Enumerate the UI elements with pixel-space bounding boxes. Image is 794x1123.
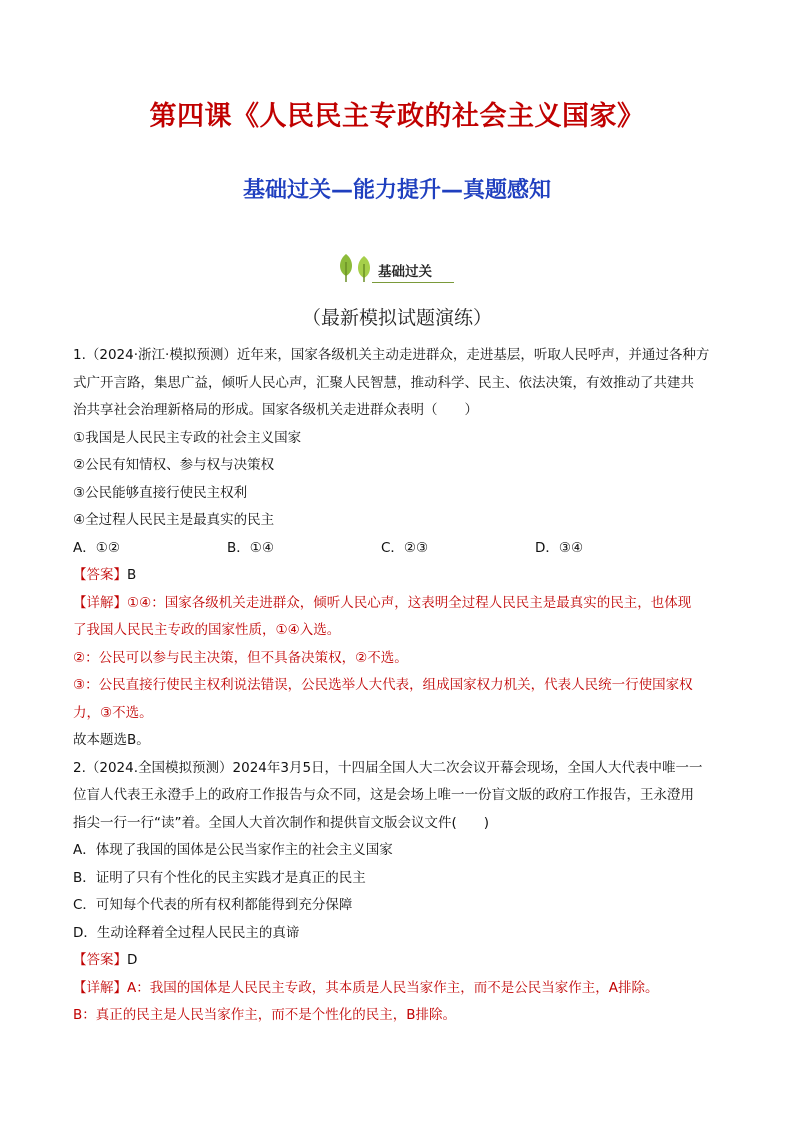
q2-detail — [73, 975, 727, 1003]
page-subtitle: 基础过关—能力提升—真题感知 — [242, 178, 551, 203]
q2-stem-line: 位盲人代表王永澄手上的政府工作报告与众不同，这是会场上唯一一份盲文版的政府工作报告，王永澄用 — [73, 787, 694, 803]
answer-tag: 【答案】 — [73, 952, 127, 968]
q1-option: D．③④ — [535, 539, 584, 556]
question-body — [73, 342, 727, 1030]
q1-detail — [73, 590, 727, 618]
q1-option: C．②③ — [381, 539, 429, 556]
q1-detail-line: ②：公民可以参与民主决策，但不具备决策权，②不选。 — [73, 649, 408, 666]
q1-detail-line: ③：公民直接行使民主权利说法错误，公民选举人大代表，组成国家权力机关，代表人民统一行使国家权 — [73, 677, 693, 693]
q1-options — [73, 535, 727, 563]
q2-option: C．可知每个代表的所有权利都能得到充分保障 — [73, 897, 353, 913]
badge-label: 基础过关 — [378, 264, 432, 280]
section-badge — [334, 252, 458, 286]
q1-item: ②公民有知情权、参与权与决策权 — [73, 457, 275, 473]
detail-tag: 【详解】 — [73, 594, 127, 611]
q2-answer — [73, 947, 727, 975]
answer-value: B — [127, 567, 137, 583]
q1-stem-line: 治共享社会治理新格局的形成。国家各级机关走进群众表明（ ） — [73, 402, 478, 418]
q2-stem-line: 2.（2024.全国模拟预测）2024年3月5日，十四届全国人大二次会议开幕会现场，全国人大代表中唯一一 — [73, 759, 703, 776]
q1-item: ③公民能够直接行使民主权利 — [73, 484, 248, 501]
badge-underline — [372, 282, 454, 283]
q1-stem-line: 1.（2024·浙江·模拟预测）近年来，国家各级机关主动走进群众，走进基层，听取人民呼声，并通过各种方 — [73, 347, 710, 363]
q1-answer — [73, 562, 727, 590]
q1-detail-line: 了我国人民民主专政的国家性质，①④入选。 — [73, 622, 341, 638]
q1-option: A．①② — [73, 539, 120, 556]
q2-stem-line: 指尖一行一行“读”着。全国人大首次制作和提供盲文版会议文件( ) — [73, 814, 490, 831]
detail-text: A：我国的国体是人民民主专政，其本质是人民当家作主，而不是公民当家作主，A排除。 — [127, 979, 659, 996]
page-title: 第四课《人民民主专政的社会主义国家》 — [149, 101, 645, 132]
q2-detail-line: B：真正的民主是人民当家作主，而不是个性化的民主，B排除。 — [73, 1007, 457, 1023]
detail-tag: 【详解】 — [73, 979, 127, 996]
q2-option: B．证明了只有个性化的民主实践才是真正的民主 — [73, 869, 366, 886]
q1-item: ①我国是人民民主专政的社会主义国家 — [73, 429, 302, 446]
answer-value: D — [127, 952, 138, 968]
answer-tag: 【答案】 — [73, 567, 127, 583]
q1-option: B．①④ — [227, 539, 274, 556]
section-subtitle: （最新模拟试题演练） — [301, 307, 492, 329]
tree-icon — [334, 252, 378, 284]
q1-detail-line: 力，③不选。 — [73, 704, 153, 721]
q2-option: D．生动诠释着全过程人民民主的真谛 — [73, 924, 300, 941]
q1-item: ④全过程人民民主是最真实的民主 — [73, 512, 275, 528]
q2-option: A．体现了我国的国体是公民当家作主的社会主义国家 — [73, 842, 393, 858]
q1-stem-line: 式广开言路，集思广益，倾听人民心声，汇聚人民智慧，推动科学、民主、依法决策，有效推动了共建共 — [73, 374, 694, 391]
q1-conclusion: 故本题选B。 — [73, 732, 150, 748]
detail-text: ①④：国家各级机关走进群众，倾听人民心声，这表明全过程人民民主是最真实的民主，也体现 — [127, 594, 692, 611]
